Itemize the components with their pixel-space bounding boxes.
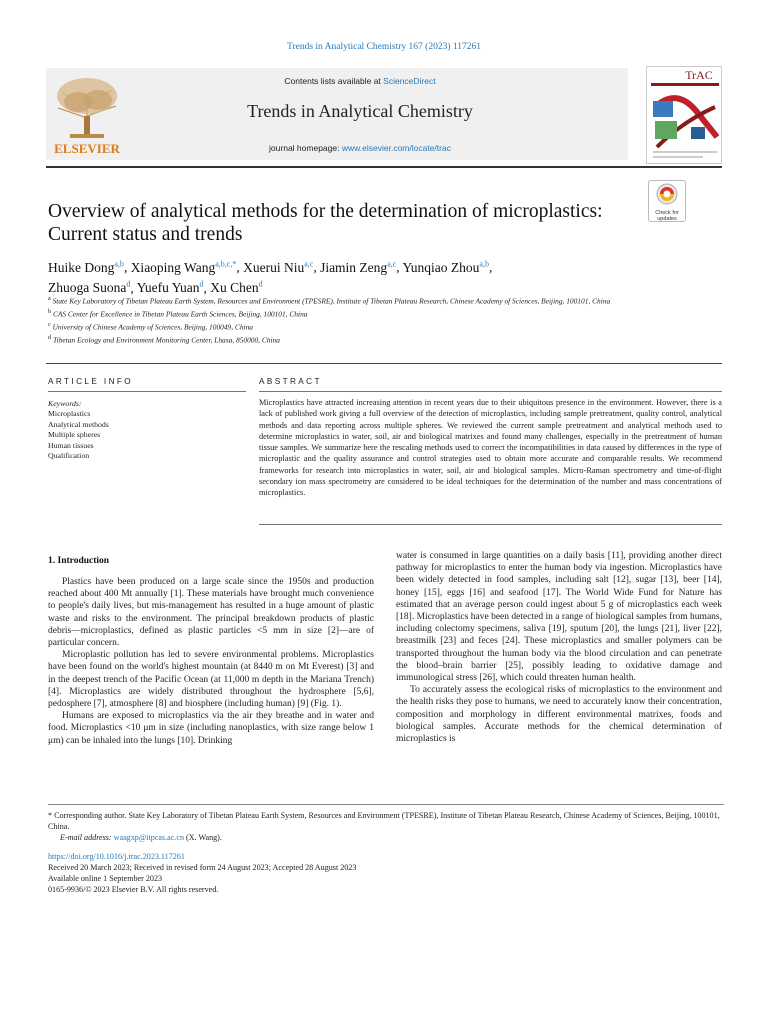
affiliation: $^c$ University of Chinese Academy of Sciences, Beijing, 100049, China	[48, 322, 253, 332]
cover-title: TrAC	[685, 68, 713, 82]
corresponding-author-text: * Corresponding author. State Key Laboratory of Tibetan Plateau Earth System, Resources and Environment (TPESRE), Institute of Tibetan Plateau Research, Chinese Academy of Sciences, Beijing, 100101, China.	[48, 811, 720, 831]
check-updates-line2: updates	[657, 216, 677, 222]
copyright: 0165-9936/© 2023 Elsevier B.V. All rights reserved.	[48, 885, 219, 894]
check-updates-icon	[656, 183, 678, 205]
keywords-list	[48, 409, 109, 462]
paragraph: Microplastic pollution has led to severe environmental problems. Microplastics have been found on the world's highest mountain (at 8440 m on Mt Everest) [3] and in the deepest trench of the Pacific Ocean (at 11,000 m depth in the Mariana Trench) [4]. Microplastics are widely distributed throughout the hydrosphere [5,6], pedosphere [7], atmosphere [8] and biosphere (including human) [9] (Fig. 1).	[48, 650, 374, 710]
available-online: Available online 1 September 2023	[48, 874, 163, 883]
keyword: Human tissues	[48, 440, 94, 450]
homepage-link[interactable]: www.elsevier.com/locate/trac	[341, 143, 451, 153]
affiliations	[48, 294, 648, 346]
author[interactable]: Yunqiao Zhou$^{a,b}$	[402, 259, 489, 275]
paragraph: Plastics have been produced on a large scale since the 1950s and production reached about 400 Mt annually [1]. These materials have brought much convenience to people's daily lives, but mis-management has resulted in a huge amount of plastic waste and risks to the environment. The principal breakdown products of plastic debris—microplastics, defined as plastic particles <5 mm in size [2]—are of particular concern.	[48, 577, 374, 649]
paragraph: To accurately assess the ecological risks of microplastics to the environment and the health risks they pose to humans, we need to accurately know their concentration, composition and morphology in different environmental matrixes, foods and biological samples. Accurate methods for the chemical determination of microplastics is	[396, 685, 722, 745]
title-line-2: Current status and trends	[48, 224, 243, 245]
email-link[interactable]: waagxp@itpcas.ac.cn	[113, 833, 185, 842]
author[interactable]: Xu Chen$^d$	[210, 279, 263, 295]
publisher-wordmark: ELSEVIER	[54, 141, 120, 156]
journal-reference[interactable]: Trends in Analytical Chemistry 167 (2023) 117261	[286, 42, 482, 52]
homepage-prefix: journal homepage:	[269, 143, 342, 153]
affiliation: $^d$ Tibetan Ecology and Environment Monitoring Center, Lhasa, 850000, China	[48, 335, 280, 345]
abstract-rule	[259, 391, 722, 392]
paragraph: Humans are exposed to microplastics via the air they breathe and in water and food. Microplastics <10 μm in size (including nanoplastics, with size range below 1 μm) can be inhaled into the lungs [10]. Drinking	[48, 711, 374, 746]
title-line-1: Overview of analytical methods for the determination of microplastics:	[48, 201, 603, 222]
abstract-bottom-rule	[259, 524, 722, 525]
contents-line	[160, 76, 560, 86]
abstract-text: Microplastics have attracted increasing attention in recent years due to their ubiquitous presence in the environment. However, there is a lack of published work giving a full overview of the detection of microplastics, including sample pretreatment, quality control, analytical methods and data reporting across multiple spheres. We reviewed the current sample pretreatment and analytical methods used to determine microplastics in water, soil, air and biological matrixes and found many challenges, especially in the pretreatment of human tissue samples. We summarize here the rescaling methods used to correct the incompatibilities in data caused by differences in the type of microplastic and the quality assurance and control strategies used to obtain more accurate and comparable results. We recommend frameworks for research into microplastics in water, soil, air and biological samples. Micro-Raman spectrometry and time-of-flight secondary ion mass spectrometry are considered to be ideal techniques for the determination of the number and mass concentrations of microplastics.	[259, 398, 722, 498]
keyword: Qualification	[48, 451, 90, 461]
author[interactable]: Xiaoping Wang$^{a,b,c,*}$	[130, 259, 237, 275]
contents-prefix: Contents lists available at	[284, 76, 384, 86]
keyword: Microplastics	[48, 409, 91, 418]
sciencedirect-link[interactable]: ScienceDirect	[383, 76, 436, 86]
body-column-right	[396, 550, 722, 745]
check-updates-line1: Check for	[655, 210, 679, 216]
affiliation: $^a$ State Key Laboratory of Tibetan Plateau Earth System, Resources and Environment (TPESRE), Institute of Tibetan Plateau Research, Chinese Academy of Sciences, Beijing, 100101, China	[48, 296, 611, 306]
email-line	[48, 832, 724, 843]
abstract-heading: ABSTRACT	[259, 377, 322, 386]
article-info-rule	[48, 391, 246, 392]
article-title	[48, 200, 638, 246]
article-info-heading: ARTICLE INFO	[48, 377, 134, 386]
keyword: Multiple spheres	[48, 430, 101, 440]
introduction-heading: 1. Introduction	[48, 556, 110, 566]
email-label: E-mail address:	[60, 833, 114, 842]
doi-link[interactable]: https://doi.org/10.1016/j.trac.2023.117261	[48, 852, 185, 861]
publication-info	[48, 851, 548, 895]
author-list: Huike Dong$^{a,b}$, Xiaoping Wang$^{a,b,c,*}$, Xuerui Niu$^{a,c}$, Jiamin Zeng$^{a,c}$, Yunqiao Zhou$^{a,b}$, Zhuoga Suona$^d$, Yuefu Yuan$^d$, Xu Chen$^d$	[48, 259, 493, 295]
affiliation: $^b$ CAS Center for Excellence in Tibetan Plateau Earth Sciences, Beijing, 100101, China	[48, 309, 308, 319]
body-column-left	[48, 576, 374, 747]
check-for-updates-badge[interactable]	[648, 180, 686, 222]
header-rule	[46, 166, 722, 168]
journal-cover-thumbnail[interactable]	[646, 66, 722, 164]
author[interactable]: Zhuoga Suona$^d$	[48, 279, 131, 295]
keywords-label: Keywords:	[48, 399, 82, 408]
author[interactable]: Jiamin Zeng$^{a,c}$	[320, 259, 397, 275]
author[interactable]: Xuerui Niu$^{a,c}$	[243, 259, 314, 275]
paragraph: water is consumed in large quantities on a daily basis [11], providing another direct pathway for microplastics to enter the human body via ingestion. Microplastics have been widely detected in food samples, including salt [12], sugar [13], beer [14], honey [15], eggs [16] and seafood [17]. The World Wide Fund for Nature has estimated that an average person could ingest about 5 g of microplastics each week [18]. Microplastics have been detected in a range of biological samples from humans, including colectomy specimens, saliva [19], sputum [20], the lungs [21], liver [22], breastmilk [23] and feces [24]. These microplastics and smaller polymers can be transported throughout the human body via the blood circulation and can penetrate the blood–brain barrier [25], possibly leading to oxidative damage and immunological stress [26], which could threaten human health.	[396, 551, 722, 684]
keyword: Analytical methods	[48, 419, 109, 429]
received-dates: Received 20 March 2023; Received in revised form 24 August 2023; Accepted 28 August 2023	[48, 863, 357, 872]
author[interactable]: Huike Dong$^{a,b}$	[48, 259, 124, 275]
corresponding-author-footnote	[48, 810, 724, 843]
email-suffix: (X. Wang).	[184, 833, 222, 842]
author[interactable]: Yuefu Yuan$^d$	[136, 279, 204, 295]
footnote-rule	[48, 804, 724, 805]
homepage-line	[160, 143, 560, 153]
elsevier-logo[interactable]	[48, 72, 126, 156]
section-rule	[46, 363, 722, 364]
check-updates-label	[649, 210, 685, 222]
journal-title: Trends in Analytical Chemistry	[247, 101, 473, 121]
